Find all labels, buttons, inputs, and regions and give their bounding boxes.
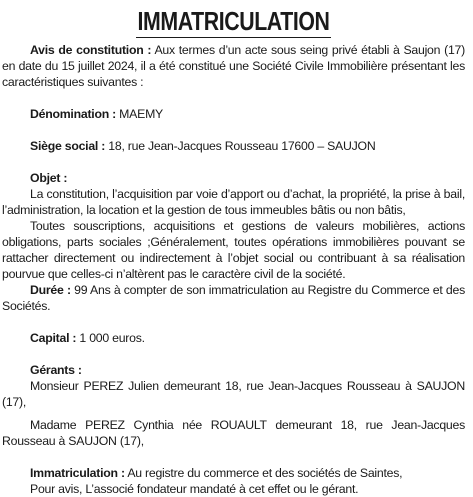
capital-label: Capital :	[30, 331, 77, 345]
duree-value: 99 Ans à compter de son immatriculation au Registre du Commerce et des Sociétés.	[2, 283, 465, 313]
gerants-label: Gérants :	[30, 363, 82, 377]
denomination-value: MAEMY	[116, 107, 164, 121]
immatriculation-line	[2, 465, 465, 481]
immatriculation-value: Au registre du commerce et des sociétés de Saintes,	[124, 466, 403, 480]
legal-notice	[0, 6, 473, 496]
gerant-entry-1: Monsieur PEREZ Julien demeurant 18, rue Jean-Jacques Rousseau à SAUJON (17),	[2, 379, 465, 409]
immatriculation-label: Immatriculation :	[30, 466, 125, 480]
closing-line: Pour avis, L’associé fondateur mandaté à cet effet ou le gérant.	[30, 482, 359, 496]
capital-line	[2, 330, 465, 346]
duree-label: Durée :	[30, 283, 71, 297]
notice-title: IMMATRICULATION	[137, 6, 330, 36]
objet-heading	[2, 170, 465, 186]
objet-paragraph-1: La constitution, l’acquisition par voie d’apport ou d’achat, la propriété, la prise à bail, l’administration, la location et la gestion de tous immeubles bâtis ou non bâtis,	[2, 187, 465, 217]
avis-paragraph	[2, 42, 465, 90]
siege-value: 18, rue Jean-Jacques Rousseau 17600 – SAUJON	[105, 139, 376, 153]
avis-label: Avis de constitution :	[30, 43, 152, 57]
title-underline	[136, 37, 331, 38]
denomination-line	[2, 106, 465, 122]
objet-paragraph-2: Toutes souscriptions, acquisitions et gestions de valeurs mobilières, actions obligations, parts sociales ;Généralement, toutes opérations immobilières pouvant se rattacher directement ou indirectement à l’objet social ou contribuant à sa réalisation pourvue que celles-ci n’altèrent pas le caractère civil de la société.	[2, 219, 465, 281]
notice-body	[2, 42, 465, 497]
capital-value: 1 000 euros.	[76, 331, 145, 345]
gerants-heading	[2, 362, 465, 378]
duree-paragraph	[2, 282, 465, 314]
siege-line	[2, 138, 465, 154]
siege-label: Siège social :	[30, 139, 106, 153]
denomination-label: Dénomination :	[30, 107, 116, 121]
avis-text: Aux termes d’un acte sous seing privé établi à Saujon (17) en date du 15 juillet 2024, il a été constitué une Société Civile Immobilière présentant les caractéristiques suivantes :	[2, 43, 465, 89]
objet-label: Objet :	[30, 171, 68, 185]
gerant-entry-2: Madame PEREZ Cynthia née ROUAULT demeurant 18, rue Jean-Jacques Rousseau à SAUJON (17),	[2, 418, 465, 448]
